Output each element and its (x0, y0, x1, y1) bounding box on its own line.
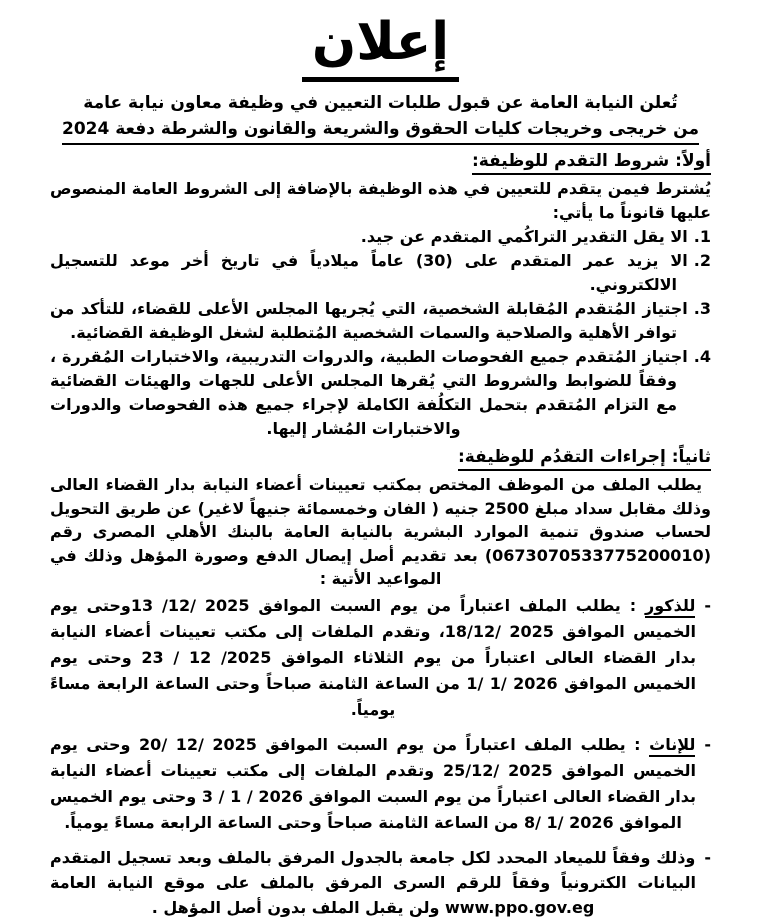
dash-bullet: - (704, 847, 711, 867)
item-number: 4. (693, 347, 711, 366)
intro-line-2: من خريجى وخريجات كليات الحقوق والشريعة والقانون والشرطة دفعة 2024 (50, 116, 711, 145)
item-text: اجتياز المُتقدم المُقابلة الشخصية، التي يُجريها المجلس الأعلى للقضاء، للتأكد من توافر الأهلية والصلاحية والسمات الشخصية المُتطلبة لشغل الوظيفة القضائية. (50, 299, 688, 342)
requirement-item-3 (50, 297, 711, 345)
dash-bullet: - (704, 595, 712, 615)
item-number: 1. (693, 227, 711, 246)
section2-heading: ثانياً: إجراءات التقدُم للوظيفة: (50, 445, 711, 471)
schedule-item-males (50, 593, 711, 723)
section1-heading: أولاً: شروط التقدم للوظيفة: (50, 149, 711, 175)
schedule-note (50, 845, 711, 920)
intro-block (50, 90, 711, 145)
announcement-title: إعلان (302, 10, 459, 82)
requirement-item-4 (50, 345, 711, 441)
bullet-text: وذلك وفقاً للميعاد المحدد لكل جامعة بالجدول المرفق بالملف وبعد تسجيل المتقدم البيانات الكترونياً وفقاً للرقم السرى المرفق بالملف على موقع النيابة العامة www.ppo.gov.eg ولن يقبل الملف بدون أصل المؤهل . (50, 847, 696, 917)
item-text: الا يقل التقدير التراكُمي المتقدم عن جيد. (360, 227, 688, 246)
section1-lead: يُشترط فيمن يتقدم للتعيين في هذه الوظيفة بالإضافة إلى الشروط العامة المنصوص عليها قانوناً ما يأتي: (50, 179, 711, 222)
fee-paragraph: يطلب الملف من الموظف المختص بمكتب تعيينات أعضاء النيابة بدار القضاء العالى وذلك مقابل سداد مبلغ 2500 جنيه ( الفان وخمسمائة جنيهاً لاغير) عن طريق التحويل لحساب صندوق تنمية الموارد البشرية بالنيابة العامة بالبنك الأهلي المصرى رقم (0673070533775200010) بعد تقديم أصل إيصال الدفع وصورة المؤهل وذلك في المواعيد الأتية : (50, 475, 711, 588)
schedule-item-females (50, 732, 711, 836)
item-number: 2. (693, 251, 712, 270)
schedule-list (50, 593, 711, 920)
item-number: 3. (693, 299, 711, 318)
requirement-item-2 (50, 249, 711, 297)
item-text: اجتياز المُتقدم جميع الفحوصات الطبية، والدروات التدريبية، والاختبارات المُقررة ، وفقاً للضوابط والشروط التي يُقرها المجلس الأعلى للجهات والهيئات القضائية مع التزام المُتقدم بتحمل التكلُفة الكاملة لإجراء جميع هذه الفحوصات والدورات والاختبارات المُشار إليها. (50, 347, 688, 438)
requirement-item-1 (50, 225, 711, 249)
title-block (50, 10, 711, 82)
dash-bullet: - (704, 734, 711, 754)
intro-line-1: تُعلن النيابة العامة عن قبول طلبات التعيين في وظيفة معاون نيابة عامة (83, 93, 678, 113)
bullet-text: للذكور : يطلب الملف اعتباراً من يوم السبت الموافق 13 /12/ 2025وحتى يوم الخميس الموافق 18/12/ 2025، وتقدم الملفات إلى مكتب تعيينات أعضاء النيابة بدار القضاء العالى اعتباراً من يوم الثلاثاء الموافق 23 / 12 /2025 وحتى يوم الخميس الموافق 1/ 1/ 2026 من الساعة الثامنة صباحاً وحتى الساعة الرابعة مساءً يومياً. (50, 595, 697, 719)
item-text: الا يزيد عمر المتقدم على (30) عاماً ميلادياً في تاريخ أخر موعد للتسجيل الالكتروني. (50, 251, 688, 294)
requirements-list (50, 225, 711, 441)
bullet-text: للإناث : يطلب الملف اعتباراً من يوم السبت الموافق 20/ 12/ 2025 وحتى يوم الخميس الموافق 25/12/ 2025 وتقدم الملفات إلى مكتب تعيينات أعضاء النيابة بدار القضاء العالى اعتباراً من يوم السبت الموافق 3 / 1 / 2026 وحتى يوم الخميس الموافق 8/ 1/ 2026 من الساعة الثامنة صباحاً وحتى الساعة الرابعة مساءً يومياً. (50, 734, 696, 832)
